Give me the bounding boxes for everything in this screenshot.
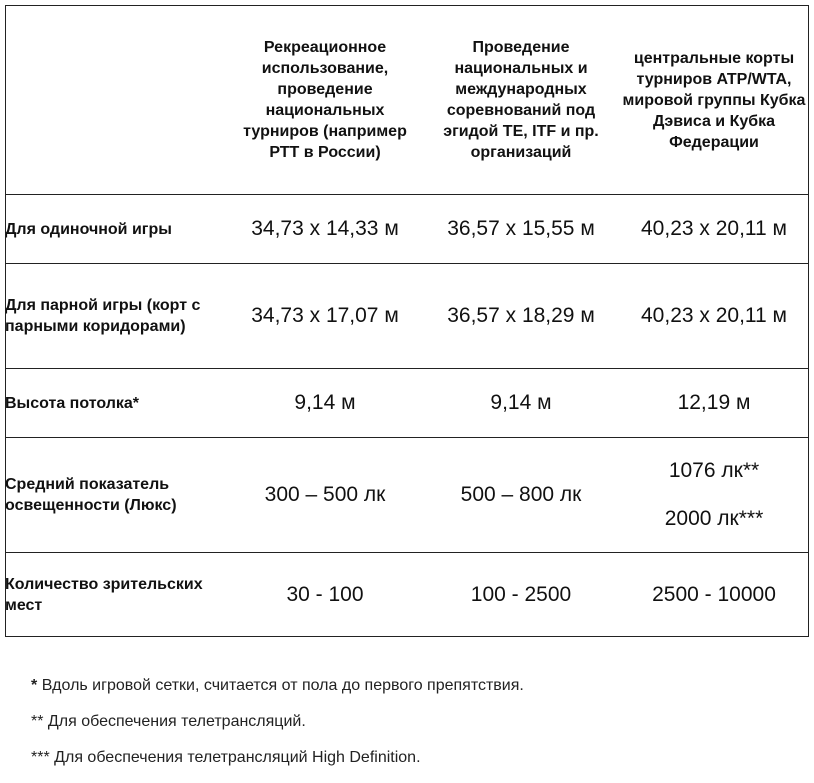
table-cell: 36,57 х 18,29 м [423,264,619,369]
table-cell: 30 - 100 [227,553,423,637]
row-label-ceiling-height: Высота потолка* [5,369,227,438]
table-cell: 500 – 800 лк [423,438,619,553]
footnote-text: Для обеспечения телетрансляций. [47,713,306,730]
table-cell: 9,14 м [423,369,619,438]
table-cell: 9,14 м [227,369,423,438]
column-header-national-international: Проведение национальных и международных соревнований под эгидой TE, ITF и пр. организаций [423,6,619,195]
table-cell: 34,73 х 14,33 м [227,195,423,264]
column-header-recreational: Рекреационное использование, проведение национальных турниров (например РТТ в России) [227,6,423,195]
table-row [5,438,809,553]
row-label-seats: Количество зрительских мест [5,553,227,637]
table-cell: 36,57 х 15,55 м [423,195,619,264]
table-row [5,195,809,264]
footnote [31,747,524,769]
column-header-central-courts: центральные корты турниров ATP/WTA, мировой группы Кубка Дэвиса и Кубка Федерации [619,6,809,195]
table-cell: 12,19 м [619,369,809,438]
illuminance-value-hd: 2000 лк*** [664,507,764,530]
table-cell: 2500 - 10000 [619,553,809,637]
table-cell: 34,73 х 17,07 м [227,264,423,369]
footnote-text: Вдоль игровой сетки, считается от пола до первого препятствия. [41,677,524,694]
table-cell: 300 – 500 лк [227,438,423,553]
footnote [31,711,524,733]
row-label-illuminance: Средний показатель освещенности (Люкс) [5,438,227,553]
footnotes [31,675,524,783]
table-row [5,369,809,438]
footnote-mark: * [31,677,38,694]
corner-cell [5,6,227,195]
table-cell: 100 - 2500 [423,553,619,637]
row-label-doubles: Для парной игры (корт с парными коридорами) [5,264,227,369]
row-label-singles: Для одиночной игры [5,195,227,264]
table-row [5,553,809,637]
illuminance-value-tv: 1076 лк** [668,459,760,482]
footnote-mark: ** [31,713,44,730]
header-row [5,6,809,195]
table-row [5,264,809,369]
court-specs-table [5,5,809,637]
footnote-text: Для обеспечения телетрансляций High Definition. [54,749,421,766]
table-cell [619,438,809,553]
table-cell: 40,23 х 20,11 м [619,264,809,369]
footnote [31,675,524,697]
table-cell: 40,23 х 20,11 м [619,195,809,264]
footnote-mark: *** [31,749,50,766]
